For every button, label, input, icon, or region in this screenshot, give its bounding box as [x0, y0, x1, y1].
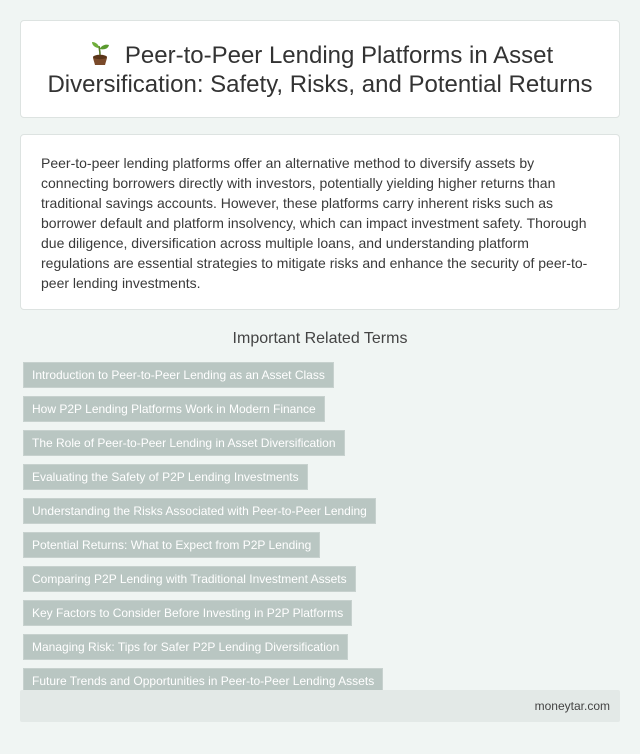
- footer-site[interactable]: moneytar.com: [534, 699, 610, 713]
- related-terms-heading: Important Related Terms: [232, 330, 408, 347]
- related-term-link[interactable]: The Role of Peer-to-Peer Lending in Asset Diversification: [23, 430, 345, 456]
- page-title: [41, 40, 599, 99]
- footer: [20, 690, 620, 722]
- related-term-link[interactable]: Evaluating the Safety of P2P Lending Investments: [23, 464, 308, 490]
- seedling-icon: [87, 40, 113, 66]
- related-terms-list: [23, 362, 383, 702]
- summary-text: Peer-to-peer lending platforms offer an alternative method to diversify assets by connecting borrowers directly with investors, potentially yielding higher returns than traditional savings accounts. However, these platforms carry inherent risks such as borrower default and platform insolvency, which can impact investment safety. Thorough due diligence, diversification across multiple loans, and understanding platform regulations are essential strategies to mitigate risks and enhance the security of peer-to-peer lending investments.: [41, 155, 588, 291]
- related-term-link[interactable]: Potential Returns: What to Expect from P2P Lending: [23, 532, 320, 558]
- related-term-link[interactable]: Understanding the Risks Associated with Peer-to-Peer Lending: [23, 498, 376, 524]
- summary-card: [20, 134, 620, 310]
- title-card: [20, 20, 620, 118]
- related-term-link[interactable]: Key Factors to Consider Before Investing in P2P Platforms: [23, 600, 352, 626]
- related-term-link[interactable]: Managing Risk: Tips for Safer P2P Lending Diversification: [23, 634, 348, 660]
- title-text: Peer-to-Peer Lending Platforms in Asset Diversification: Safety, Risks, and Potential Returns: [47, 41, 593, 98]
- related-term-link[interactable]: Introduction to Peer-to-Peer Lending as an Asset Class: [23, 362, 334, 388]
- related-term-link[interactable]: Future Trends and Opportunities in Peer-to-Peer Lending Assets: [23, 668, 383, 694]
- related-term-link[interactable]: How P2P Lending Platforms Work in Modern Finance: [23, 396, 325, 422]
- related-term-link[interactable]: Comparing P2P Lending with Traditional Investment Assets: [23, 566, 356, 592]
